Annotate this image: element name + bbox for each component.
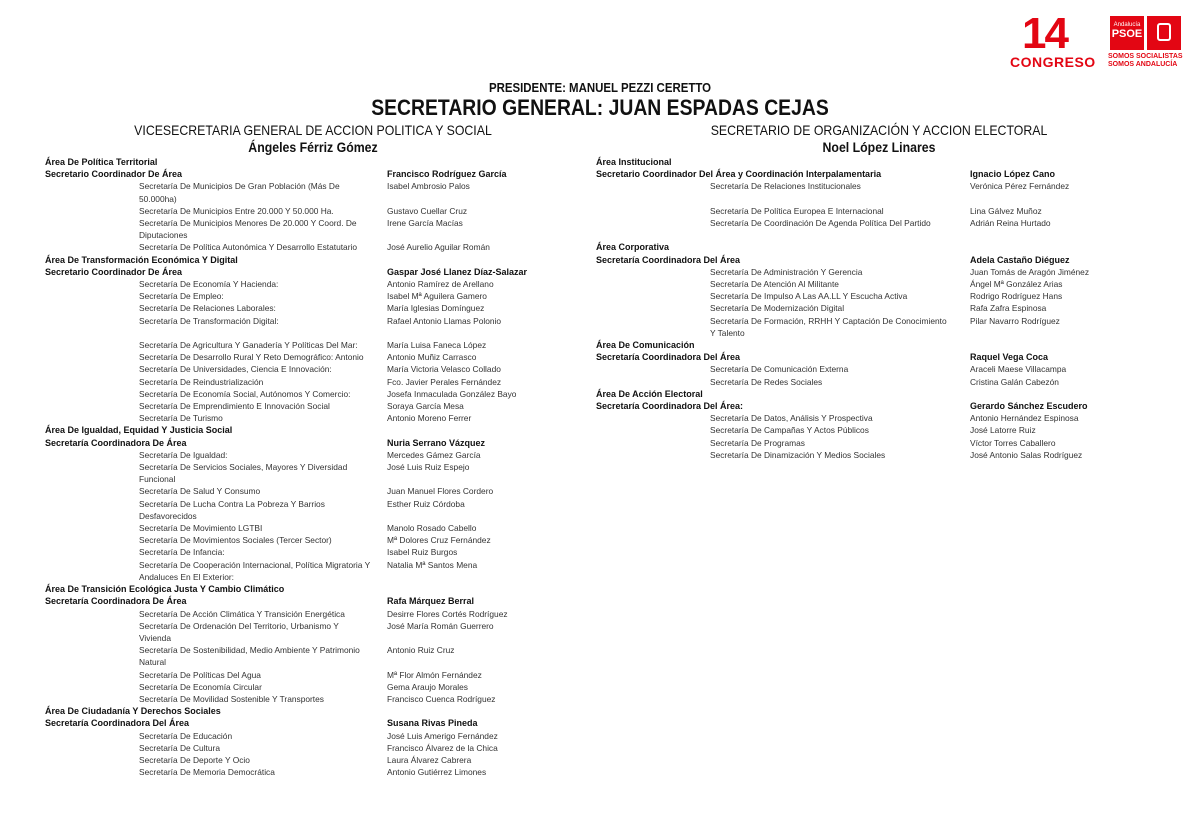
secretariat-row [45,485,545,497]
coordinator-label: Secretario Coordinador De Área [45,169,183,180]
secretariat-row [45,498,545,522]
left-column [45,156,545,778]
person-name: Irene García Macías [387,218,463,229]
secretariat-name: Secretaría De Turismo [139,413,223,424]
secretariat-row [45,620,545,644]
secretariat-name: Secretaría De Cooperación Internacional, Política Migratoria Y [139,559,371,570]
secretariat-row [596,205,1116,217]
coordinator-row [45,595,545,607]
secretariat-row [45,339,545,351]
area-heading: Área Corporativa [596,242,670,253]
coordinator-name: Adela Castaño Diéguez [970,254,1070,265]
person-name: Juan Manuel Flores Cordero [387,486,494,497]
secretariat-name: Secretaría De Lucha Contra La Pobreza Y Barrios [139,498,325,509]
secretariat-row [45,681,545,693]
secretariat-row [45,461,545,485]
person-name: Cristina Galán Cabezón [970,376,1059,387]
secretariat-name: Secretaría De Servicios Sociales, Mayores Y Diversidad [139,462,348,473]
person-name: Víctor Torres Caballero [970,437,1056,448]
secretariat-name: Secretaría De Acción Climática Y Transición Energética [139,608,345,619]
coordinator-label: Secretaría Coordinadora De Área [45,437,187,448]
secretariat-row [45,693,545,705]
person-name: Antonio Muñiz Carrasco [387,352,477,363]
secretariat-name: Secretaría De Movimientos Sociales (Tercer Sector) [139,535,332,546]
secretariat-name: Secretaría De Economía Social, Autónomos Y Comercio: [139,388,351,399]
coordinator-name: Nuria Serrano Vázquez [387,437,486,448]
secretariat-name: Secretaría De Transformación Digital: [139,315,279,326]
slogan-line-2: SOMOS ANDALUCÍA [1108,61,1178,68]
secretariat-name-cont: Natural [139,657,166,668]
logo-word: CONGRESO [1010,54,1096,70]
coordinator-name: Gaspar José Llanez Díaz-Salazar [387,266,528,277]
person-name: Adrián Reina Hurtado [970,218,1051,228]
coordinator-label: Secretario Coordinador De Área [45,266,183,277]
secretariat-name: Secretaría De Políticas Del Agua [139,669,261,680]
person-name: Laura Álvarez Cabrera [387,754,472,765]
secretariat-row [596,290,1116,302]
secretariat-name: Secretaría De Sostenibilidad, Medio Ambiente Y Patrimonio [139,645,360,656]
secretariat-name: Secretaría De Universidades, Ciencia E Innovación: [139,364,332,375]
coordinator-label: Secretaría Coordinadora Del Área [596,352,741,363]
secretariat-row [45,412,545,424]
secretariat-row [45,766,545,778]
person-name: María Luisa Faneca López [387,340,487,351]
person-name: Natalia Mª Santos Mena [387,559,478,570]
coordinator-name: Susana Rivas Pineda [387,718,478,729]
secretariat-row [596,376,1116,388]
secretariat-row [45,546,545,558]
left-name: Ángeles Férriz Gómez [248,139,378,155]
secretary-general-heading: SECRETARIO GENERAL: JUAN ESPADAS CEJAS [371,95,829,120]
secretariat-row [45,754,545,766]
secretariat-row [596,302,1116,314]
person-name: María Iglesias Domínguez [387,303,485,314]
person-name: Antonio Hernández Espinosa [970,413,1079,424]
secretariat-row [596,363,1116,375]
person-name: Isabel Mª Aguilera Gamero [387,291,487,302]
slogan-line-1: SOMOS SOCIALISTAS [1108,53,1183,60]
coordinator-label: Secretaría Coordinadora Del Área [596,254,741,265]
area-heading: Área De Igualdad, Equidad Y Justicia Social [45,425,233,436]
secretariat-row [596,437,1116,449]
person-name: Rafael Antonio Llamas Polonio [387,315,502,326]
right-column [596,156,1116,461]
person-name: Francisco Álvarez de la Chica [387,742,498,753]
coordinator-row [596,351,1116,363]
secretariat-row [45,669,545,681]
secretariat-name: Secretaría De Política Autonómica Y Desarrollo Estatutario [139,242,358,253]
secretariat-name: Secretaría De Dinamización Y Medios Sociales [710,449,886,460]
area-heading: Área De Transición Ecológica Justa Y Cambio Climático [45,584,285,595]
person-name: Juan Tomás de Aragón Jiménez [970,266,1090,277]
left-column-header [111,122,516,156]
rose-fist-icon [1147,16,1181,50]
secretariat-row [45,644,545,668]
person-name: Mª Dolores Cruz Fernández [387,535,491,546]
person-name: José Antonio Salas Rodríguez [970,449,1083,460]
secretariat-name: Secretaría De Relaciones Laborales: [139,303,276,314]
secretariat-name: Secretaría De Relaciones Institucionales [710,181,861,192]
coordinator-label: Secretario Coordinador Del Área y Coordinación Interpalamentaria [596,169,882,180]
coordinator-name: Rafa Márquez Berral [387,596,475,607]
logo-number: 14 [1022,9,1067,58]
coordinator-row [45,717,545,729]
person-name: Josefa Inmaculada González Bayo [387,388,517,399]
secretariat-name: Secretaría De Cultura [139,742,220,753]
secretariat-name: Secretaría De Emprendimiento E Innovación Social [139,401,330,412]
secretariat-name-cont: Y Talento [710,327,745,338]
coordinator-row [596,254,1116,266]
person-name: Mercedes Gámez García [387,449,481,460]
psoe-text: PSOE [1111,28,1143,40]
spacer [45,327,545,339]
secretariat-row [45,388,545,400]
coordinator-row [596,168,1116,180]
coordinator-name: Ignacio López Cano [970,169,1056,180]
secretariat-name: Secretaría De Ordenación Del Territorio, Urbanismo Y [139,620,339,631]
secretariat-row [596,278,1116,290]
president-heading: PRESIDENTE: MANUEL PEZZI CERETTO [488,80,712,95]
psoe-region: Andalucía [1113,22,1141,28]
person-name: Antonio Ruiz Cruz [387,645,455,656]
secretariat-name: Secretaría De Igualdad: [139,449,228,460]
secretariat-row [45,730,545,742]
person-name: Desirre Flores Cortés Rodríguez [387,608,508,619]
secretariat-name: Secretaría De Agricultura Y Ganadería Y Políticas Del Mar: [139,340,358,351]
person-name: Gustavo Cuellar Cruz [387,205,468,216]
area-heading: Área De Política Territorial [45,157,158,167]
coordinator-label: Secretaría Coordinadora De Área [45,596,187,607]
secretariat-name-cont: Diputaciones [139,230,188,241]
coordinator-label: Secretaría Coordinadora Del Área: [596,401,744,412]
person-name: Francisco Cuenca Rodríguez [387,693,496,704]
person-name: Antonio Gutiérrez Limones [387,767,487,778]
right-column-header [677,122,1082,156]
person-name: María Victoria Velasco Collado [387,364,501,375]
secretariat-row [596,266,1116,278]
secretariat-name: Secretaría De Movimiento LGTBI [139,523,263,534]
coordinator-name: Gerardo Sánchez Escudero [970,401,1088,412]
area-heading: Área Institucional [596,157,672,167]
person-name: Soraya García Mesa [387,401,464,412]
secretariat-name: Secretaría De Municipios Menores De 20.000 Y Coord. De [139,218,357,229]
area-heading: Área De Ciudadanía Y Derechos Sociales [45,706,221,717]
person-name: Lina Gálvez Muñoz [970,205,1042,216]
coordinator-name: Raquel Vega Coca [970,352,1049,363]
secretariat-row [45,351,545,363]
secretariat-name: Secretaría De Memoria Democrática [139,767,275,778]
secretariat-row [45,241,545,253]
secretariat-row [45,315,545,327]
person-name: Verónica Pérez Fernández [970,181,1070,192]
secretariat-row [596,217,1116,229]
secretariat-row [45,559,545,583]
secretariat-name: Secretaría De Atención Al Militante [710,279,839,289]
area-heading: Área De Comunicación [596,340,695,351]
secretariat-name: Secretaría De Comunicación Externa [710,364,849,375]
secretariat-name: Secretaría De Política Europea E Internacional [710,205,884,216]
secretariat-row [596,180,1116,192]
area-heading: Área De Transformación Económica Y Digital [45,254,238,265]
area-heading: Área De Acción Electoral [596,388,703,399]
secretariat-row [45,290,545,302]
secretariat-name: Secretaría De Reindustrialización [139,376,264,387]
person-name: Rafa Zafra Espinosa [970,303,1047,314]
person-name: Araceli Maese Villacampa [970,364,1067,375]
person-name: Ángel Mª González Arias [970,279,1063,289]
secretariat-name-cont: Andaluces En El Exterior: [139,571,234,582]
secretariat-name-cont: Desfavorecidos [139,510,197,521]
secretariat-name: Secretaría De Municipios De Gran Población (Más De [139,181,340,192]
secretariat-name: Secretaría De Economía Circular [139,681,262,692]
secretariat-row [45,205,545,217]
secretariat-name: Secretaría De Salud Y Consumo [139,486,261,497]
secretariat-row [45,400,545,412]
person-name: José Luis Ruiz Espejo [387,462,470,473]
secretariat-name-cont: Vivienda [139,632,171,643]
secretariat-name: Secretaría De Economía Y Hacienda: [139,279,279,290]
secretariat-row [45,302,545,314]
secretariat-name: Secretaría De Movilidad Sostenible Y Transportes [139,693,324,704]
secretariat-row [45,742,545,754]
secretariat-name: Secretaría De Programas [710,437,805,448]
secretariat-row [45,180,545,204]
secretariat-row [45,522,545,534]
coordinator-row [45,437,545,449]
person-name: Antonio Ramírez de Arellano [387,279,494,290]
secretariat-name: Secretaría De Municipios Entre 20.000 Y 50.000 Ha. [139,205,334,216]
person-name: Antonio Moreno Ferrer [387,413,472,424]
left-title: VICESECRETARIA GENERAL DE ACCION POLITICA Y SOCIAL [134,122,492,138]
person-name: José Luis Amerigo Fernández [387,730,498,741]
person-name: Rodrigo Rodríguez Hans [970,291,1063,302]
secretariat-name: Secretaría De Administración Y Gerencia [710,266,863,277]
secretariat-name: Secretaría De Formación, RRHH Y Captación De Conocimiento [710,315,947,326]
secretariat-name: Secretaría De Coordinación De Agenda Política Del Partido [710,218,931,228]
coordinator-row [596,400,1116,412]
logo-slogan [1108,53,1183,69]
congreso-logo [1008,9,1188,74]
spacer [596,193,1116,205]
person-name: Isabel Ambrosio Palos [387,181,470,192]
psoe-logo [1110,16,1144,50]
secretariat-name: Secretaría De Infancia: [139,547,225,558]
coordinator-label: Secretaría Coordinadora Del Área [45,718,190,729]
secretariat-row [45,376,545,388]
secretariat-name: Secretaría De Educación [139,730,233,741]
person-name: Fco. Javier Perales Fernández [387,376,502,387]
person-name: Esther Ruiz Córdoba [387,498,465,509]
secretariat-name: Secretaría De Deporte Y Ocio [139,754,250,765]
secretariat-name: Secretaría De Modernización Digital [710,303,845,314]
secretariat-name-cont: Funcional [139,474,176,485]
secretariat-name: Secretaría De Datos, Análisis Y Prospectiva [710,413,873,424]
secretariat-row [45,278,545,290]
person-name: Manolo Rosado Cabello [387,523,477,534]
secretariat-row [596,424,1116,436]
secretariat-row [45,363,545,375]
secretariat-name: Secretaría De Desarrollo Rural Y Reto Demográfico: Antonio [139,352,364,363]
secretariat-name: Secretaría De Empleo: [139,291,224,302]
person-name: José Aurelio Aguilar Román [387,242,490,253]
secretariat-row [45,608,545,620]
secretariat-row [45,534,545,546]
right-name: Noel López Linares [822,139,936,155]
coordinator-row [45,168,545,180]
person-name: Mª Flor Almón Fernández [387,669,482,680]
person-name: José María Román Guerrero [387,620,494,631]
spacer [596,229,1116,241]
secretariat-name-cont: 50.000ha) [139,193,177,204]
right-title: SECRETARIO DE ORGANIZACIÓN Y ACCION ELECTORAL [710,122,1048,138]
coordinator-row [45,266,545,278]
secretariat-row [596,449,1116,461]
person-name: José Latorre Ruiz [970,425,1036,436]
secretariat-row [45,217,545,241]
coordinator-name: Francisco Rodríguez García [387,169,507,180]
secretariat-row [45,449,545,461]
secretariat-name: Secretaría De Redes Sociales [710,376,823,387]
person-name: Gema Araujo Morales [387,681,468,692]
secretariat-name: Secretaría De Campañas Y Actos Públicos [710,425,869,436]
secretariat-row [596,412,1116,424]
secretariat-row [596,315,1116,339]
secretariat-name: Secretaría De Impulso A Las AA.LL Y Escucha Activa [710,291,908,302]
person-name: Isabel Ruiz Burgos [387,547,458,558]
person-name: Pilar Navarro Rodríguez [970,315,1060,326]
